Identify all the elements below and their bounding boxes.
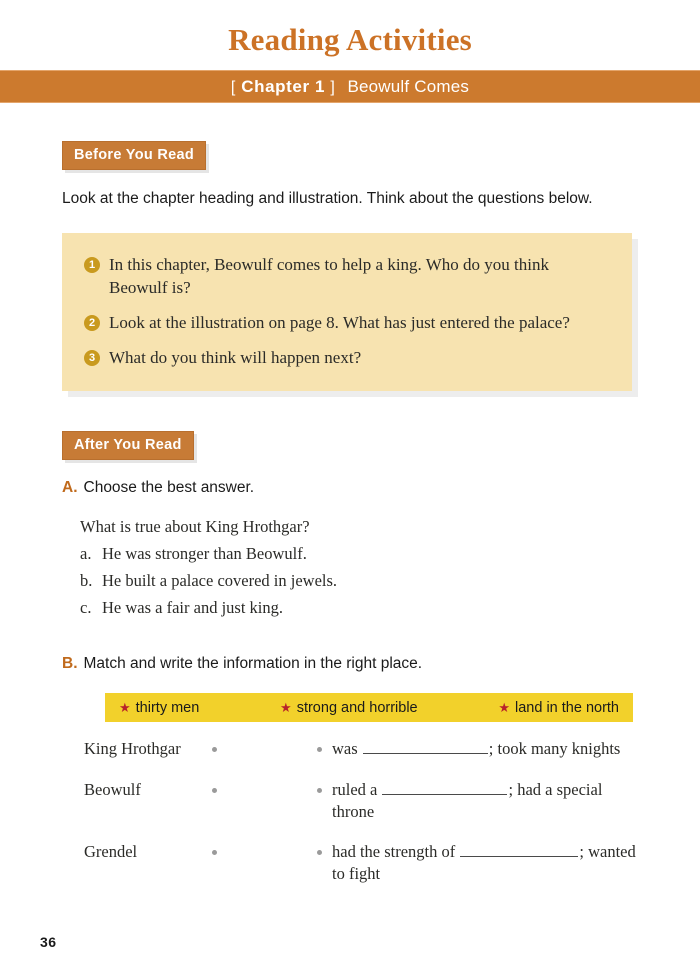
- star-icon: ★: [498, 700, 510, 716]
- prereading-question-item: [84, 312, 606, 335]
- after-you-read-badge-wrap: [62, 431, 194, 460]
- option-text: He was stronger than Beowulf.: [102, 544, 307, 564]
- multiple-choice-option-a[interactable]: [80, 541, 638, 568]
- prereading-question-item: [84, 347, 606, 370]
- question-number-badge: 2: [84, 315, 100, 331]
- matching-right-before: was: [332, 739, 358, 759]
- matching-row: [84, 779, 638, 824]
- matching-left-label: King Hrothgar: [84, 739, 181, 759]
- question-text: What do you think will happen next?: [109, 347, 362, 367]
- option-letter: b.: [80, 570, 93, 590]
- prereading-question-box: [62, 233, 632, 392]
- page-content: [0, 141, 700, 886]
- matching-right-after: ; had a special throne: [332, 779, 603, 821]
- page-title: Reading Activities: [228, 22, 472, 57]
- exercise-a: [62, 479, 638, 621]
- matching-right-dot[interactable]: [317, 788, 322, 793]
- star-icon: ★: [119, 700, 131, 716]
- option-letter: c.: [80, 597, 92, 617]
- matching-right-after: ; took many knights: [488, 739, 621, 759]
- chapter-bar: [0, 70, 700, 103]
- multiple-choice-block: [80, 514, 638, 621]
- exercise-a-instruction: Choose the best answer.: [83, 479, 255, 497]
- exercise-b: [62, 655, 638, 885]
- matching-exercise-list: [84, 738, 638, 885]
- exercise-a-heading: [62, 479, 638, 497]
- option-text: He built a palace covered in jewels.: [102, 570, 338, 590]
- chapter-bracket-close: ]: [330, 78, 336, 96]
- matching-row: [84, 738, 638, 760]
- word-bank-item[interactable]: [280, 700, 418, 716]
- word-bank-item[interactable]: [119, 700, 199, 716]
- matching-right-text: [332, 779, 638, 824]
- chapter-title: Beowulf Comes: [347, 76, 470, 96]
- matching-left-label: Beowulf: [84, 779, 141, 799]
- before-you-read-badge: Before You Read: [62, 141, 206, 170]
- option-text: He was a fair and just king.: [102, 597, 283, 617]
- before-you-read-intro: Look at the chapter heading and illustration. Think about the questions below.: [62, 190, 593, 208]
- star-icon: ★: [280, 700, 292, 716]
- after-you-read-badge: After You Read: [62, 431, 194, 460]
- multiple-choice-option-b[interactable]: [80, 568, 638, 595]
- exercise-a-letter: A.: [62, 479, 78, 497]
- matching-right-before: had the strength of: [332, 842, 456, 862]
- answer-blank[interactable]: [460, 843, 578, 857]
- page-number: 36: [40, 934, 57, 950]
- matching-left-dot[interactable]: [212, 747, 217, 752]
- multiple-choice-option-c[interactable]: [80, 595, 638, 622]
- question-number-badge: 1: [84, 257, 100, 273]
- question-number-badge: 3: [84, 350, 100, 366]
- matching-left-label: Grendel: [84, 842, 138, 862]
- matching-left-dot[interactable]: [212, 788, 217, 793]
- chapter-number-label: Chapter 1: [241, 76, 326, 96]
- answer-blank[interactable]: [363, 740, 488, 754]
- option-letter: a.: [80, 544, 92, 564]
- question-text: Look at the illustration on page 8. What has just entered the palace?: [109, 312, 570, 332]
- matching-right-before: ruled a: [332, 779, 378, 799]
- matching-right-text: [332, 841, 638, 886]
- exercise-b-instruction: Match and write the information in the right place.: [83, 655, 423, 673]
- question-text: In this chapter, Beowulf comes to help a king. Who do you think Beowulf is?: [109, 254, 549, 297]
- before-you-read-badge-wrap: [62, 141, 206, 170]
- exercise-b-heading: [62, 655, 638, 673]
- after-you-read-section: [62, 431, 638, 885]
- word-bank: [105, 693, 633, 722]
- word-bank-label: strong and horrible: [296, 699, 418, 716]
- word-bank-label: land in the north: [515, 699, 619, 716]
- word-bank-item[interactable]: [498, 700, 619, 716]
- prereading-question-item: [84, 254, 606, 300]
- chapter-label: [231, 77, 336, 97]
- word-bank-label: thirty men: [135, 699, 200, 716]
- before-you-read-section: [62, 141, 638, 391]
- answer-blank[interactable]: [382, 781, 507, 795]
- matching-left-dot[interactable]: [212, 850, 217, 855]
- matching-right-text: [332, 738, 638, 760]
- matching-right-dot[interactable]: [317, 747, 322, 752]
- multiple-choice-question: What is true about King Hrothgar?: [80, 517, 310, 537]
- exercise-b-letter: B.: [62, 655, 78, 673]
- matching-right-after: ; wanted to fight: [332, 842, 636, 884]
- matching-row: [84, 841, 638, 886]
- matching-right-dot[interactable]: [317, 850, 322, 855]
- chapter-bracket-open: [: [230, 78, 236, 96]
